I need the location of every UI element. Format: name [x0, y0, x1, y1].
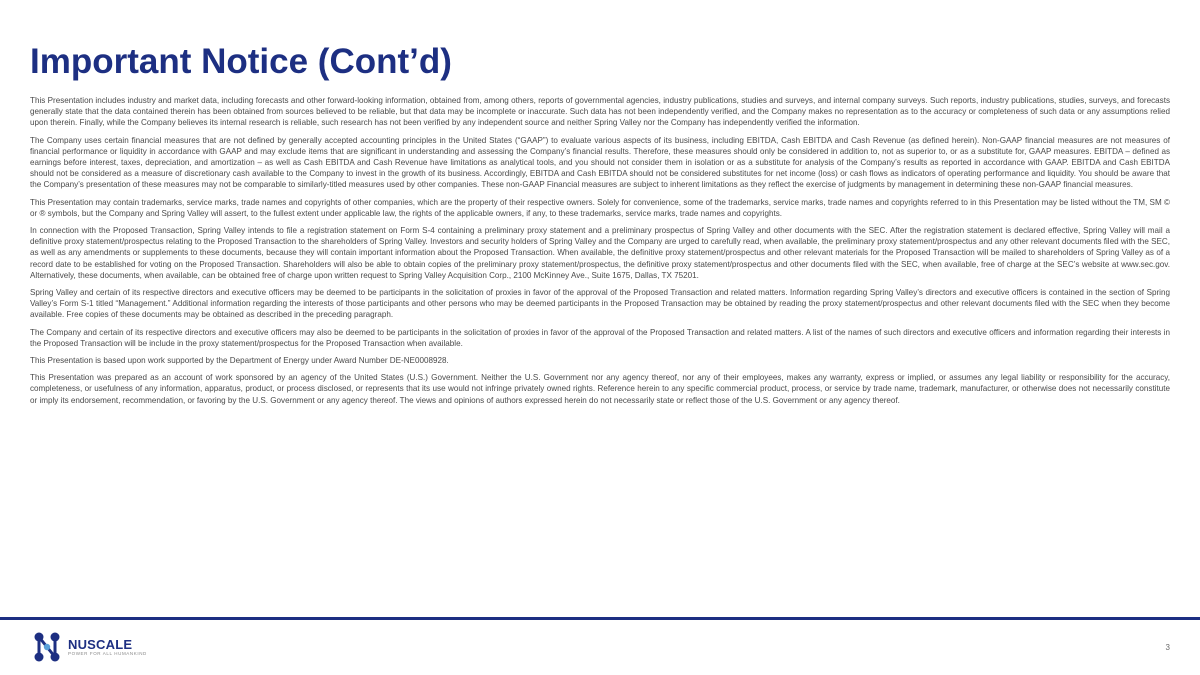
slide-title: Important Notice (Cont’d) [30, 42, 452, 81]
page-number: 3 [1165, 643, 1170, 652]
notice-paragraph-participants-spring-valley: Spring Valley and certain of its respective directors and executive officers may be deemed to be participants in the solicitation of proxies in favor of the approval of the Proposed Transaction and related matters. Information regarding Spring Valley’s directors and executive officers is contained in the section of Spring Valley’s Form S-1 titled “Management.” Additional information regarding the interests of those participants and other persons who may be deemed participants in the Proposed Transaction may be obtained by reading the proxy statement/prospectus and other relevant documents filed with the SEC when they become available. Free copies of these documents may be obtained as described in the preceding paragraph. [30, 288, 1170, 320]
nuscale-molecule-icon [30, 630, 64, 664]
notice-paragraph-market-data: This Presentation includes industry and market data, including forecasts and other forward-looking information, obtained from, among others, reports of governmental agencies, industry publications, studies and surveys, and internal company surveys. Such reports, industry publications, studies, surveys, and forecasts generally state that the data contained therein has been obtained from sources believed to be reliable, but that data may be incomplete or inaccurate. Such data has not been independently verified, and the Company makes no representation as to the accuracy or completeness of such data or any assumptions relied upon therein. Finally, while the Company believes its internal research is reliable, such research has not been verified by any independent source and neither Spring Valley nor the Company has independently verified the information. [30, 96, 1170, 128]
logo-tagline: POWER FOR ALL HUMANKIND [68, 650, 147, 656]
notice-paragraph-trademarks: This Presentation may contain trademarks, service marks, trade names and copyrights of other companies, which are the property of their respective owners. Solely for convenience, some of the trademarks, service marks, trade names and copyrights referred to in this Presentation may be listed without the TM, SM © or ® symbols, but the Company and Spring Valley will assert, to the fullest extent under applicable law, the rights of the applicable owners, if any, to these trademarks, service marks, trade names and copyrights. [30, 197, 1170, 218]
notice-paragraph-government-disclaimer: This Presentation was prepared as an account of work sponsored by an agency of the United States (U.S.) Government. Neither the U.S. Government nor any agency thereof, nor any of their employees, makes any warranty, express or implied, or assumes any legal liability or responsibility for the accuracy, completeness, or usefulness of any information, apparatus, product, or process disclosed, or represents that its use would not infringe privately owned rights. Reference herein to any specific commercial product, process, or service by trade name, trademark, manufacturer, or otherwise does not necessarily constitute or imply its endorsement, recommendation, or favoring by the U.S. Government or any agency thereof. The views and opinions of authors expressed herein do not necessarily state or reflect those of the U.S. Government or any agency thereof. [30, 373, 1170, 405]
notice-paragraph-participants-company: The Company and certain of its respective directors and executive officers may also be deemed to be participants in the solicitation of proxies in favor of the approval of the Proposed Transaction and related matters. A list of the names of such directors and executive officers and information regarding their interests in the Proposed Transaction will be include in the proxy statement/prospectus for the Proposed Transaction when available. [30, 327, 1170, 348]
nuscale-logo [30, 630, 147, 664]
logo-name: NUSCALE [68, 636, 133, 652]
notice-paragraph-doe-award: This Presentation is based upon work supported by the Department of Energy under Award Number DE-NE0008928. [30, 356, 449, 366]
footer-divider [0, 617, 1200, 620]
notice-body [30, 95, 1170, 412]
notice-paragraph-non-gaap: The Company uses certain financial measures that are not defined by generally accepted accounting principles in the United States (“GAAP”) to evaluate various aspects of its business, including EBITDA, Cash EBITDA and Cash Revenue (as defined herein). Non-GAAP financial measures are not measures of financial performance or liquidity in accordance with GAAP and may exclude items that are significant in understanding and assessing the Company’s financial results. Therefore, these measures should only be considered in addition to, not as superior to, or as a substitute for, GAAP measures. EBITDA – defined as earnings before interest, taxes, depreciation, and amortization – as well as Cash EBITDA and Cash Revenue have limitations as analytical tools, and you should not consider them in isolation or as a substitute for analysis of the Company’s results as reported in accordance with GAAP. EBITDA and Cash EBITDA should not be considered as a measure of discretionary cash available to the Company to invest in the growth of its business. Accordingly, EBITDA and Cash EBITDA should not be considered substitutes for net income (loss) or cash flows as indicators of operating performance and liquidity. You should be aware that the Company’s presentation of these measures may not be comparable to similarly-titled measures used by other companies. These non-GAAP Financial measures are subject to inherent limitations as they reflect the exercise of judgments by management in determining these non-GAAP financial measures. [30, 135, 1170, 190]
logo-wordmark [68, 638, 147, 657]
notice-paragraph-proposed-transaction: In connection with the Proposed Transaction, Spring Valley intends to file a registration statement on Form S-4 containing a preliminary proxy statement and a preliminary prospectus of Spring Valley and other documents with the SEC. After the registration statement is declared effective, Spring Valley will mail a definitive proxy statement/prospectus relating to the Proposed Transaction to the shareholders of Spring Valley. Investors and security holders of Spring Valley and the Company are urged to carefully read, when available, the preliminary proxy statement/prospectus and any other relevant documents filed with the SEC, as well as any amendments or supplements to these documents, because they will contain important information about the Proposed Transaction. When available, the definitive proxy statement/prospectus and other relevant materials for the Proposed Transaction will be mailed to shareholders of Spring Valley as of a record date to be established for voting on the Proposed Transaction. Shareholders will also be able to obtain copies of the preliminary proxy statement/prospectus, the definitive proxy statement/prospectus and other documents filed with the SEC, when available, free of charge at the SEC’s website at www.sec.gov. Alternatively, these documents, when available, can be obtained free of charge upon written request to Spring Valley Acquisition Corp., 2100 McKinney Ave., Suite 1675, Dallas, TX 75201. [30, 226, 1170, 280]
